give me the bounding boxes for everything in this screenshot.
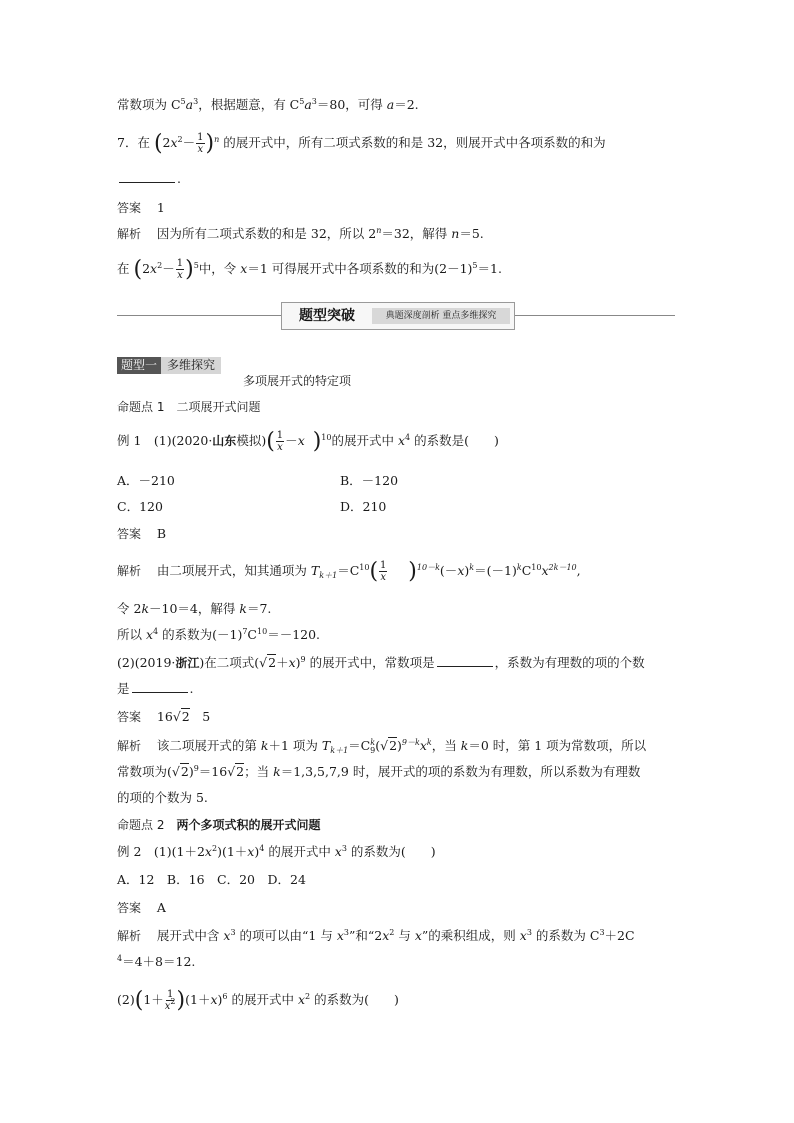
explanation-3: 解析 该二项展开式的第 k＋1 项为 $T_{k+1}=C^k_9(√2)^{9-k}x^k$，当 k＝0 时，第 1 项为常数项，所以 <box>117 738 647 755</box>
explanation-4b: $^4$＝4＋8＝12. <box>117 954 196 969</box>
answer-1: 答案 1 <box>117 200 165 215</box>
answer-4: 答案 A <box>117 900 166 915</box>
explanation-2b: 令 2k－10＝4，解得 k＝7. <box>117 601 272 616</box>
text-line-constant-term: 常数项为 $C^5a^3$，根据题意，有 $C^5a^3=80$，可得 a＝2. <box>117 97 419 112</box>
banner-subtitle: 典题深度剖析 重点多维探究 <box>372 308 510 324</box>
explanation-1: 解析 因为所有二项式系数的和是 32，所以 $2^n=32$，解得 n＝5. <box>117 226 484 241</box>
answer-blank <box>437 654 493 667</box>
answer-2: 答案 B <box>117 526 167 541</box>
tag-type-one: 题型一 <box>117 357 161 374</box>
section-title: 多项展开式的特定项 <box>243 374 352 388</box>
divider-left <box>117 315 281 316</box>
option-d: D．210 <box>340 499 387 514</box>
explanation-1b: 在 ($2x^2-$ $\frac{1}{x}$ )$^5$中，令 x＝1 可得展开式中各项系数的和为$(2-1)^5=1$. <box>117 256 502 282</box>
explanation-2: 解析 由二项展开式，知其通项为 $T_{k+1}=C^{10}$( $\frac{1}{x}$ )$^{10-k}(-x)^k=(-1)^kC^{10}x^{2k-10}$, <box>117 558 581 584</box>
explanation-3b: 常数项为$(√2)^9=16√2$；当 k＝1,3,5,7,9 时，展开式的项的系数为有理数，所以系数为有理数 <box>117 764 641 779</box>
example-1-part-2: (2)(2019·浙江)在二项式$(√2+x)^9$ 的展开式中，常数项是 ，系数为有理数的项的个数 <box>117 655 645 670</box>
option-a: A．－210 <box>117 473 175 488</box>
example-1-part-2-cont: 是 . <box>117 681 194 696</box>
answer-blank <box>119 170 175 183</box>
option-c: C．120 <box>117 499 163 514</box>
section-banner <box>281 302 515 330</box>
tag-multi-dim: 多维探究 <box>161 357 221 374</box>
proposition-1: 命题点 1 二项展开式问题 <box>117 400 261 414</box>
example-2-options: A．12 B．16 C．20 D．24 <box>117 872 306 887</box>
fraction: $\frac{1}{x}$ <box>276 430 284 453</box>
option-b: B．－120 <box>340 473 399 488</box>
fraction: $\frac{1}{x^2}$ <box>164 989 176 1012</box>
explanation-2c: 所以 $x^4$ 的系数为$(-1)^7C^{10}=-120$. <box>117 627 321 642</box>
banner-title: 题型突破 <box>299 308 355 324</box>
divider-right <box>515 315 675 316</box>
question-7-blank: . <box>117 170 181 188</box>
example-2-part-1: 例 2 $(1)(1+2x^2)(1+x)^4$ 的展开式中 $x^3$ 的系数为( ) <box>117 844 436 859</box>
answer-blank <box>132 680 188 693</box>
explanation-3c: 的项的个数为 5. <box>117 790 208 805</box>
fraction: $\frac{1}{x}$ <box>197 132 204 155</box>
explanation-4: 解析 展开式中含 $x^3$ 的项可以由“1 与 $x^3$”和“$2x^2$ 与 x”的乘积组成，则 $x^3$ 的系数为 $C^3+2C$ <box>117 928 635 943</box>
answer-3: 答案 16√2 5 <box>117 709 211 724</box>
section-tags <box>117 356 221 374</box>
proposition-2: 命题点 2 两个多项式积的展开式问题 <box>117 818 321 832</box>
fraction: $\frac{1}{x}$ <box>380 560 387 583</box>
fraction: $\frac{1}{x}$ <box>176 258 184 281</box>
example-2-part-2: (2)(1＋ $\frac{1}{x^2}$ )$(1+x)^6$ 的展开式中 $x^2$ 的系数为( ) <box>117 987 399 1013</box>
example-1-part-1: 例 1 (1)(2020·山东模拟)( $\frac{1}{x}$ －x )$^{10}$的展开式中 $x^4$ 的系数是( ) <box>117 428 499 454</box>
question-7: 7．在 ($2x^2-$ $\frac{1}{x}$ )$^n$ 的展开式中，所有二项式系数的和是 32，则展开式中各项系数的和为 <box>117 130 606 156</box>
